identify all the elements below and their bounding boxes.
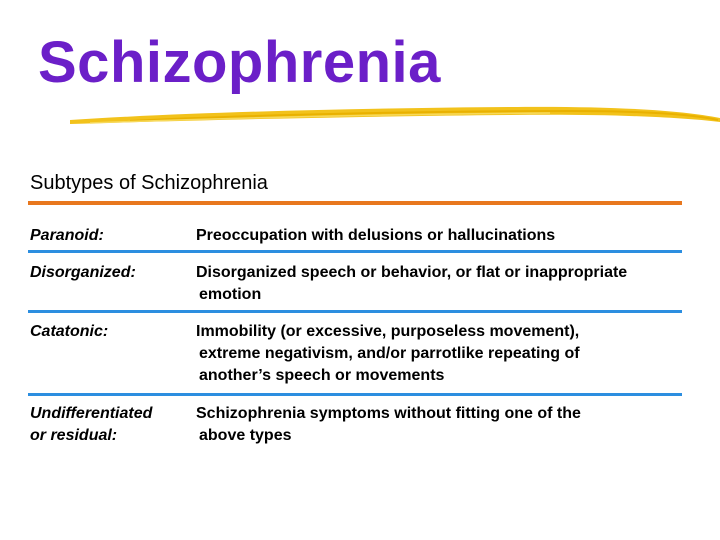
description-line: another’s speech or movements (199, 367, 445, 384)
description-line: extreme negativism, and/or parrotlike repeating of (199, 345, 580, 362)
description-line: Preoccupation with delusions or hallucinations (196, 227, 556, 244)
subtype-label-line: or residual: (30, 427, 118, 444)
subtype-label (30, 403, 190, 447)
header-divider (28, 201, 682, 205)
section-subtitle: Subtypes of Schizophrenia (30, 172, 268, 194)
subtype-description (196, 321, 686, 387)
subtype-description (196, 225, 686, 247)
description-line: Schizophrenia symptoms without fitting one of the (196, 405, 581, 422)
subtype-label (30, 225, 190, 247)
row-divider (28, 393, 682, 396)
subtype-description (196, 403, 686, 447)
subtype-label (30, 262, 190, 284)
description-line: Disorganized speech or behavior, or flat or inappropriate (196, 264, 628, 281)
slide-title: Schizophrenia (38, 30, 441, 95)
description-line: emotion (199, 286, 262, 303)
subtype-label-line: Paranoid: (30, 227, 104, 244)
yellow-swoosh-decoration (70, 104, 720, 130)
description-line: Immobility (or excessive, purposeless movement), (196, 323, 580, 340)
subtype-description (196, 262, 686, 306)
subtype-label-line: Undifferentiated (30, 405, 153, 422)
description-line: above types (199, 427, 292, 444)
row-divider (28, 310, 682, 313)
subtype-label (30, 321, 190, 343)
subtype-label-line: Catatonic: (30, 323, 109, 340)
row-divider (28, 250, 682, 253)
subtype-label-line: Disorganized: (30, 264, 136, 281)
